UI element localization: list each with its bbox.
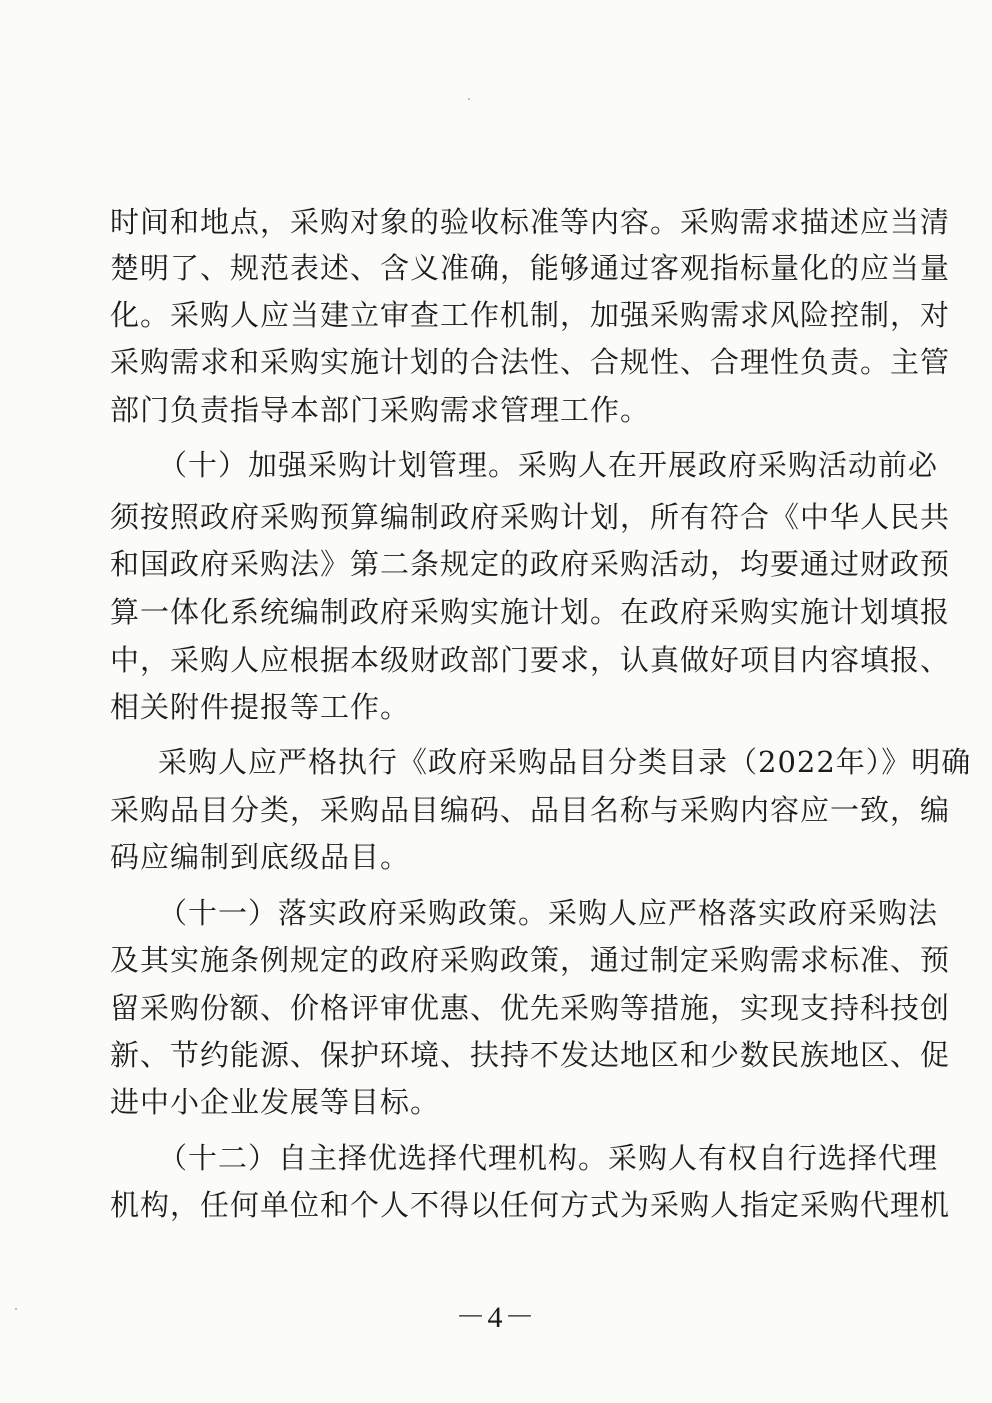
text-line: 时间和地点，采购对象的验收标准等内容。采购需求描述应当清 [110,205,951,239]
text-line: 新、节约能源、保护环境、扶持不发达地区和少数民族地区、促 [110,1038,951,1072]
text-line: 机构，任何单位和个人不得以任何方式为采购人指定采购代理机 [110,1188,951,1222]
text-line: 化。采购人应当建立审查工作机制，加强采购需求风险控制，对 [110,298,951,332]
text-line: 相关附件提报等工作。 [110,690,411,724]
scan-speck [468,98,470,100]
page-number: －4－ [455,1301,537,1334]
text-line: 算一体化系统编制政府采购实施计划。在政府采购实施计划填报 [110,595,951,629]
text-line: 留采购份额、价格评审优惠、优先采购等措施，实现支持科技创 [110,991,951,1025]
text-line: 采购人应严格执行《政府采购品目分类目录（2022年）》明确 [158,745,972,779]
text-line: 码应编制到底级品目。 [110,840,411,874]
text-line: 部门负责指导本部门采购需求管理工作。 [110,393,651,427]
text-line: 及其实施条例规定的政府采购政策，通过制定采购需求标准、预 [110,943,951,977]
text-line: 楚明了、规范表述、含义准确，能够通过客观指标量化的应当量 [110,251,951,285]
text-line: 进中小企业发展等目标。 [110,1085,441,1119]
section-heading-line: （十）加强采购计划管理。采购人在开展政府采购活动前必 [158,448,939,482]
text-line: 须按照政府采购预算编制政府采购计划，所有符合《中华人民共 [110,500,951,534]
text-line: 采购品目分类，采购品目编码、品目名称与采购内容应一致，编 [110,793,951,827]
text-line: 中，采购人应根据本级财政部门要求，认真做好项目内容填报、 [110,643,951,677]
scan-speck [15,1308,17,1310]
section-heading-line: （十一）落实政府采购政策。采购人应严格落实政府采购法 [158,896,939,930]
section-heading-line: （十二）自主择优选择代理机构。采购人有权自行选择代理 [158,1141,939,1175]
text-line: 采购需求和采购实施计划的合法性、合规性、合理性负责。主管 [110,345,951,379]
text-line: 和国政府采购法》第二条规定的政府采购活动，均要通过财政预 [110,547,951,581]
